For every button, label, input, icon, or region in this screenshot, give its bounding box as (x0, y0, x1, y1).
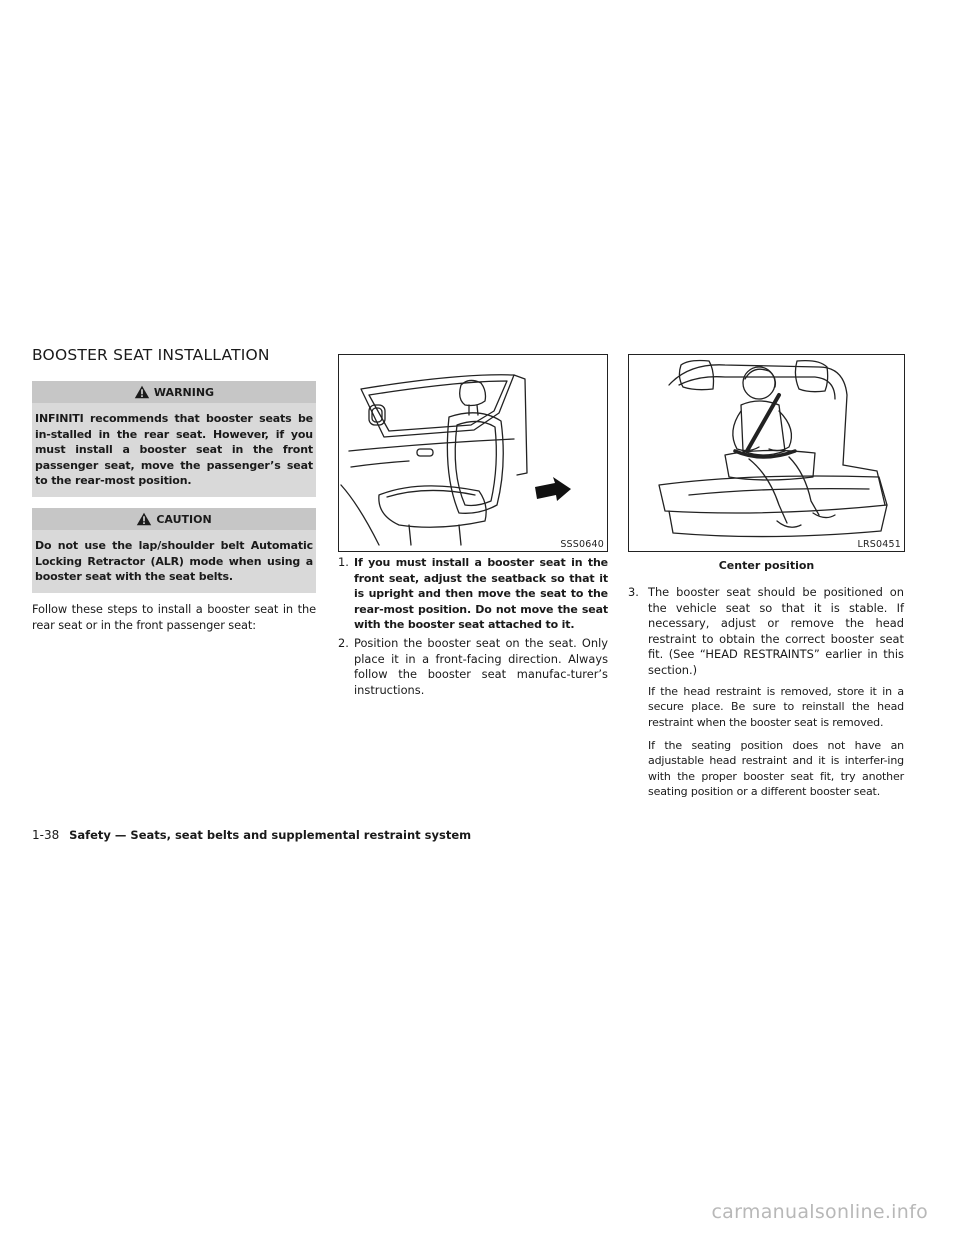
warning-header (32, 381, 316, 403)
intro-paragraph: Follow these steps to install a booster seat in the rear seat or in the front passenger seat: (32, 602, 316, 632)
front-seat-illustration (339, 355, 607, 551)
step-3-text: The booster seat should be positioned on the vehicle seat so that it is stable. If necessary, adjust or remove the head restraint to obtain the correct booster seat fit. (See “HEAD RESTRAINTS” earlier in this section.) (648, 585, 904, 677)
step-3 (628, 585, 904, 679)
warning-icon (134, 385, 150, 399)
warning-text: INFINITI recommends that booster seats be in-stalled in the rear seat. However, if you must install a booster seat in the front passenger seat, move the passenger’s seat to the rear-most position. (35, 412, 313, 488)
step-3-note-2: If the seating position does not have an adjustable head restraint and it is interfer-ing with the proper booster seat fit, try another seating position or a different booster seat. (648, 739, 904, 799)
figure1-code: SSS0640 (560, 539, 604, 550)
caution-label: CAUTION (156, 512, 212, 526)
step-3-note-1: If the head restraint is removed, store it in a secure place. Be sure to reinstall the head restraint when the booster seat is removed. (648, 685, 904, 729)
step-1 (338, 555, 608, 633)
warning-box (32, 381, 316, 497)
figure-front-seat (338, 354, 608, 552)
warning-label: WARNING (153, 385, 215, 399)
caution-header (32, 508, 316, 530)
step-2-number: 2. (338, 636, 349, 650)
figure2-code: LRS0451 (857, 539, 901, 550)
page-footer (32, 828, 471, 842)
caution-box (32, 508, 316, 593)
figure-center-position (628, 354, 905, 552)
watermark: carmanualsonline.info (711, 1201, 928, 1223)
caution-text: Do not use the lap/shoulder belt Automatic Locking Retractor (ALR) mode when using a booster seat with the seat belts. (35, 539, 313, 584)
figure2-caption: Center position (718, 559, 815, 572)
step-2 (338, 636, 608, 698)
step-2-text: Position the booster seat on the seat. Only place it in a front-facing direction. Always follow the booster seat manufac-turer’s instructions. (354, 636, 608, 697)
caution-icon (136, 512, 152, 526)
step-1-text: If you must install a booster seat in the front seat, adjust the seatback so that it is upright and then move the seat to the rear-most position. Do not move the seat with the booster seat attached to it. (354, 556, 608, 632)
section-title: BOOSTER SEAT INSTALLATION (32, 346, 270, 364)
footer-section-title: Safety — Seats, seat belts and supplemental restraint system (69, 828, 472, 842)
step-1-number: 1. (338, 555, 349, 569)
page-number: 1-38 (32, 828, 60, 842)
center-position-illustration (629, 355, 904, 551)
step-3-number: 3. (628, 585, 639, 599)
